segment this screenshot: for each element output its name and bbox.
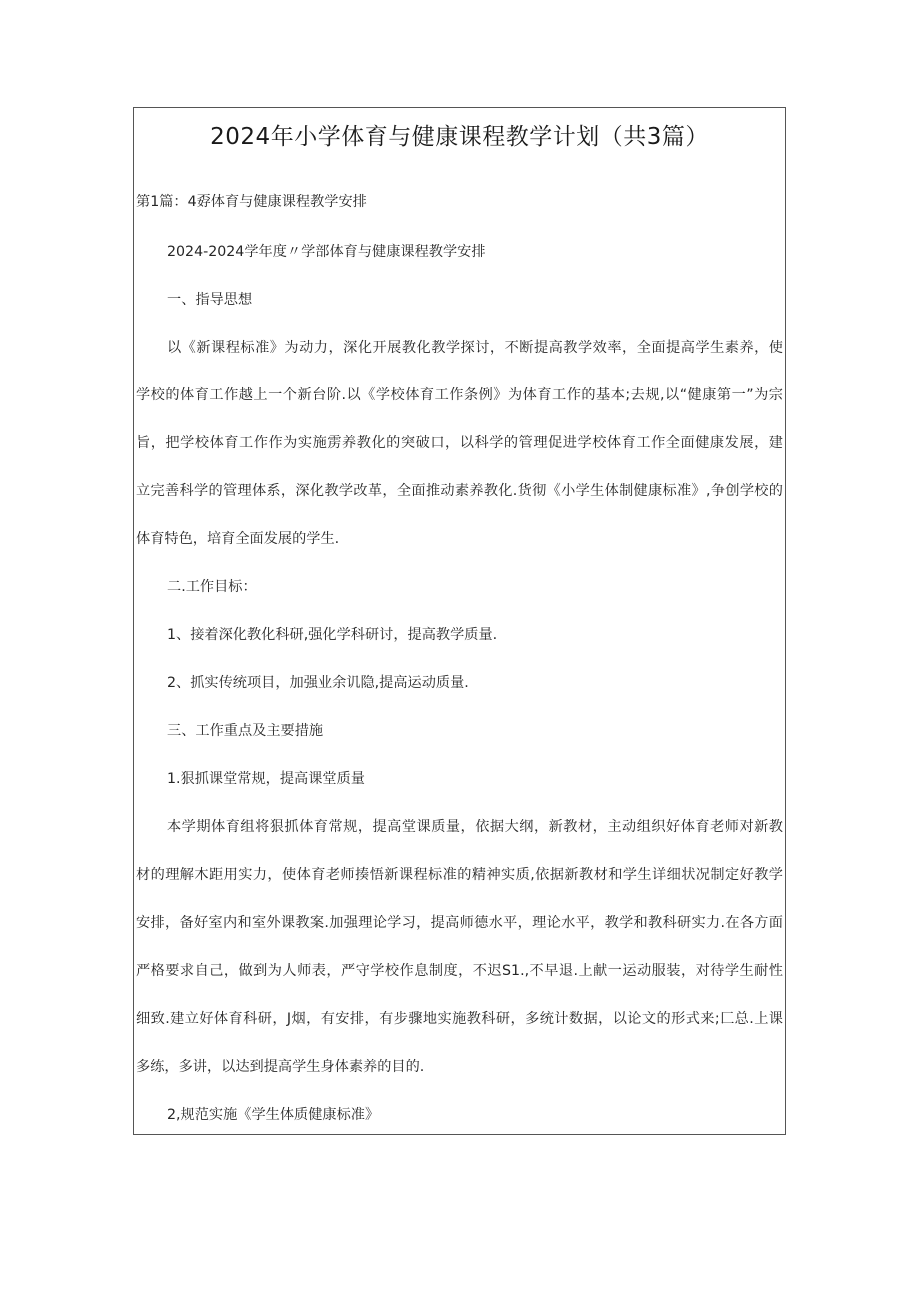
- goal-item: 2、抓实传统项目，加强业余讥隐,提高运动质量.: [167, 675, 469, 691]
- section-heading: 第1篇：4孬体育与健康课程教学安排: [136, 194, 367, 210]
- goal-item: 1、接着深化教化科研,强化学科研讨，提高教学质量.: [167, 627, 498, 643]
- paragraph-line: 本学期体育组将狠抓体育常规，提高堂课质量，依据大纲，新教材，主动组织好体育老师对新教: [167, 819, 783, 835]
- heading-guiding-ideology: 一、指导思想: [167, 292, 253, 308]
- document-subtitle: 2024-2024学年度〃学部体育与健康课程教学安排: [167, 244, 486, 260]
- paragraph-line: 旨，把学校体育工作作为实施雳养教化的突破口，以科学的管理促进学校体育工作全面健康发展，建: [136, 435, 783, 451]
- measure-title: 2,规范实施《学生体质健康标准》: [167, 1107, 380, 1123]
- paragraph-line: 多练，多讲，以达到提高学生身体素养的目的.: [136, 1059, 425, 1075]
- document-title: 2024年小学体育与健康课程教学计划（共3篇）: [210, 124, 709, 150]
- paragraph-line: 材的理解木距用实力，使体育老师揍悟新课程标准的精神实质,依据新教材和学生详细状况制定好教学: [136, 867, 783, 883]
- paragraph-line: 严格要求自己，做到为人师表，严守学校作息制度，不迟S1.,不早退.上献一运动服装，对待学生耐性: [136, 963, 783, 979]
- heading-key-measures: 三、工作重点及主要措施: [167, 723, 324, 739]
- paragraph-line: 安排，备好室内和室外课教案.加强理论学习，提高师德水平，理论水平，教学和教科研实力.在各方面: [136, 915, 783, 931]
- document-page: [133, 107, 786, 1135]
- paragraph-line: 立完善科学的管理体系，深化教学改革，全面推动素养教化.货彻《小学生体制健康标准》,争创学校的: [136, 483, 783, 499]
- paragraph-line: 学校的体育工作越上一个新台阶.以《学校体育工作条例》为体育工作的基本;去规,以“健康第一”为宗: [136, 387, 783, 403]
- heading-work-goals: 二.工作目标：: [167, 579, 257, 595]
- paragraph-line: 以《新课程标准》为动力，深化开展教化教学探讨，不断提高教学效率，全面提高学生素养，使: [167, 340, 783, 356]
- paragraph-line: 体育特色，培育全面发展的学生.: [136, 531, 340, 547]
- measure-title: 1.狠抓课堂常规，提高课堂质量: [167, 771, 365, 787]
- paragraph-line: 细致.建立好体育科研，J烟，有安排，有步骤地实施教科研，多统计数据，以论文的形式来;匚总.上课: [136, 1011, 783, 1027]
